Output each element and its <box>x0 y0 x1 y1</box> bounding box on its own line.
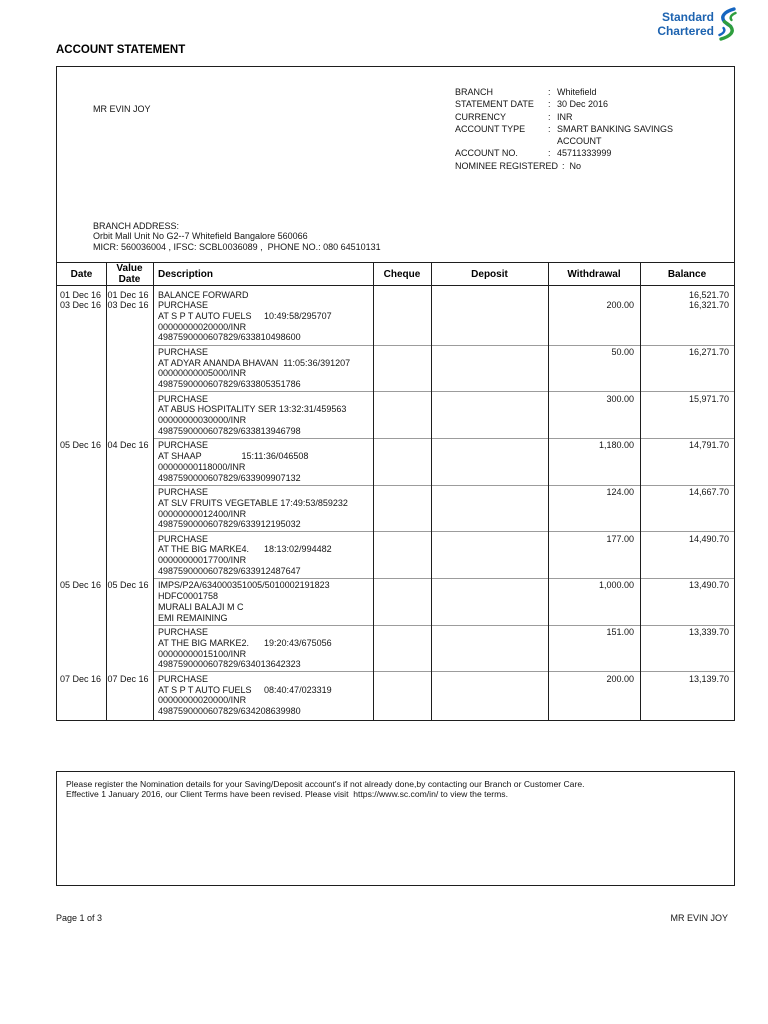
description-column-header: Description <box>158 268 214 280</box>
description-line: 4987590000607829/633805351786 <box>158 379 301 390</box>
withdrawal-cell: 1,180.00 <box>548 438 640 485</box>
description-line: PURCHASE <box>158 300 209 311</box>
statement-date-separator: : <box>548 99 551 110</box>
branch-label: BRANCH <box>455 87 494 97</box>
transaction-row <box>57 625 734 672</box>
description-line: PURCHASE <box>158 347 209 358</box>
withdrawal-cell: 300.00 <box>548 391 640 438</box>
description-line: PURCHASE <box>158 393 209 404</box>
description-line: AT THE BIG MARKE4. 18:13:02/994482 <box>158 544 332 555</box>
cheque-cell <box>373 345 431 392</box>
account-type-value: SMART BANKING SAVINGS ACCOUNT <box>557 123 674 147</box>
branch-address-line: Orbit Mall Unit No G2--7 Whitefield Bangalore 560066 <box>93 231 308 242</box>
withdrawal-cell <box>548 290 640 301</box>
branch-address-heading: BRANCH ADDRESS: <box>93 220 180 231</box>
transaction-row <box>57 345 734 392</box>
description-line: PURCHASE <box>158 533 209 544</box>
description-line: PURCHASE <box>158 440 209 451</box>
notice-nomination-text: Please register the Nomination details for your Saving/Deposit account's if not already done,by contacting our Branch or Customer Care. <box>66 779 585 789</box>
description-line: AT S P T AUTO FUELS 10:49:58/295707 <box>158 311 332 322</box>
withdrawal-cell: 177.00 <box>548 531 640 578</box>
nominee-value: No <box>569 160 582 171</box>
description-cell <box>153 531 373 578</box>
column-divider <box>640 262 641 720</box>
statement-date-row <box>455 98 682 110</box>
transaction-row <box>57 300 734 344</box>
description-line: 4987590000607829/633810498600 <box>158 332 301 343</box>
transaction-table-body <box>57 286 734 718</box>
withdrawal-column-header: Withdrawal <box>567 268 621 280</box>
description-line: 4987590000607829/633912195032 <box>158 519 301 530</box>
cheque-cell <box>373 531 431 578</box>
transaction-table-header <box>57 262 734 286</box>
value-date-cell <box>106 625 153 672</box>
nominee-label: NOMINEE REGISTERED <box>455 160 559 171</box>
value-date-cell <box>106 485 153 532</box>
description-cell <box>153 625 373 672</box>
cheque-cell <box>373 671 431 718</box>
description-cell <box>153 391 373 438</box>
balance-cell: 13,490.70 <box>640 578 734 625</box>
description-line: 4987590000607829/633912487647 <box>158 565 301 576</box>
date-cell: 05 Dec 16 <box>60 580 102 591</box>
description-line: 00000000020000/INR <box>158 695 247 706</box>
balance-cell: 14,490.70 <box>640 531 734 578</box>
withdrawal-cell: 151.00 <box>548 625 640 672</box>
description-cell <box>153 300 373 344</box>
description-line: 4987590000607829/634013642323 <box>158 659 301 670</box>
description-line: 4987590000607829/633909907132 <box>158 472 301 483</box>
column-divider <box>153 262 154 720</box>
branch-address <box>93 221 381 253</box>
date-cell: 03 Dec 16 <box>60 300 102 311</box>
currency-label: CURRENCY <box>455 111 507 122</box>
branch-codes-line: MICR: 560036004 , IFSC: SCBL0036089 , PHONE NO.: 080 64510131 <box>93 241 381 252</box>
account-details <box>455 86 682 172</box>
description-line: 00000000015100/INR <box>158 648 247 659</box>
deposit-cell <box>431 438 548 485</box>
deposit-cell <box>431 290 548 301</box>
brand-name-line2: Chartered <box>657 24 714 38</box>
balance-cell: 14,667.70 <box>640 485 734 532</box>
description-cell <box>153 485 373 532</box>
cheque-cell <box>373 391 431 438</box>
opening-balance-row <box>57 290 734 301</box>
description-line: 4987590000607829/633813946798 <box>158 425 301 436</box>
balance-cell: 15,971.70 <box>640 391 734 438</box>
description-cell <box>153 671 373 718</box>
description-line: MURALI BALAJI M C <box>158 601 244 612</box>
description-line: 00000000030000/INR <box>158 415 247 426</box>
account-type-label: ACCOUNT TYPE <box>455 123 526 134</box>
cheque-cell <box>373 290 431 301</box>
standard-chartered-logo-icon <box>717 7 738 41</box>
description-line: PURCHASE <box>158 627 209 638</box>
withdrawal-cell: 1,000.00 <box>548 578 640 625</box>
description-line: 00000000005000/INR <box>158 368 247 379</box>
notice-box <box>56 771 735 886</box>
description-line: 00000000118000/INR <box>158 461 246 472</box>
description-line: IMPS/P2A/634000351005/5010002191823 <box>158 580 330 591</box>
balance-cell: 16,521.70 <box>688 289 729 300</box>
currency-separator: : <box>548 111 551 122</box>
cheque-cell <box>373 300 431 344</box>
customer-name: MR EVIN JOY <box>93 103 151 114</box>
description-line: PURCHASE <box>158 487 209 498</box>
statement-date-label: STATEMENT DATE <box>455 99 534 110</box>
column-divider <box>106 262 107 720</box>
date-column-header: Date <box>70 268 93 280</box>
withdrawal-cell: 50.00 <box>548 345 640 392</box>
value-date-column-header: Value Date <box>116 263 143 285</box>
cheque-column-header: Cheque <box>383 268 421 280</box>
account-number-row <box>455 147 682 159</box>
currency-row <box>455 111 682 123</box>
branch-separator: : <box>548 87 551 97</box>
transaction-row <box>57 671 734 718</box>
value-date-cell <box>106 345 153 392</box>
balance-cell: 13,339.70 <box>640 625 734 672</box>
account-number-separator: : <box>548 148 551 159</box>
column-divider <box>431 262 432 720</box>
description-line: 4987590000607829/634208639980 <box>158 705 301 716</box>
transaction-row <box>57 578 734 625</box>
branch-value: Whitefield <box>557 87 597 97</box>
withdrawal-cell: 124.00 <box>548 485 640 532</box>
nominee-row <box>455 160 682 172</box>
description-cell: BALANCE FORWARD <box>158 289 249 300</box>
nominee-separator: : <box>562 160 565 171</box>
transaction-row <box>57 485 734 532</box>
date-cell <box>57 531 106 578</box>
statement-title: ACCOUNT STATEMENT <box>56 44 186 56</box>
description-line: AT S P T AUTO FUELS 08:40:47/023319 <box>158 684 332 695</box>
date-cell: 07 Dec 16 <box>60 673 102 684</box>
date-cell: 01 Dec 16 <box>60 289 102 300</box>
deposit-cell <box>431 300 548 344</box>
description-line: 00000000012400/INR <box>158 508 247 519</box>
balance-cell: 14,791.70 <box>640 438 734 485</box>
value-date-cell <box>106 391 153 438</box>
description-line: AT ADYAR ANANDA BHAVAN 11:05:36/391207 <box>158 357 351 368</box>
page-number: Page 1 of 3 <box>56 912 103 923</box>
deposit-cell <box>431 485 548 532</box>
value-date-cell: 01 Dec 16 <box>107 289 149 300</box>
notice-terms-text: Effective 1 January 2016, our Client Terms have been revised. Please visit https://www.sc.com/in/ to view the terms. <box>66 789 508 799</box>
description-line: AT THE BIG MARKE2. 19:20:43/675056 <box>158 637 332 648</box>
description-cell <box>153 438 373 485</box>
description-line: 00000000020000/INR <box>158 321 247 332</box>
column-divider <box>548 262 549 720</box>
deposit-cell <box>431 345 548 392</box>
account-type-separator: : <box>548 123 551 134</box>
withdrawal-cell: 200.00 <box>606 300 634 311</box>
withdrawal-cell: 200.00 <box>548 671 640 718</box>
statement-date-value: 30 Dec 2016 <box>557 99 609 110</box>
balance-cell: 16,321.70 <box>688 300 729 311</box>
value-date-cell: 07 Dec 16 <box>107 673 149 684</box>
balance-cell: 16,271.70 <box>640 345 734 392</box>
cheque-cell <box>373 625 431 672</box>
deposit-cell <box>431 531 548 578</box>
date-cell <box>57 391 106 438</box>
deposit-cell <box>431 625 548 672</box>
account-number-label: ACCOUNT NO. <box>455 148 518 159</box>
currency-value: INR <box>557 111 573 122</box>
transaction-row <box>57 531 734 578</box>
transaction-row <box>57 438 734 485</box>
cheque-cell <box>373 438 431 485</box>
description-cell <box>153 578 373 625</box>
deposit-cell <box>431 391 548 438</box>
deposit-column-header: Deposit <box>471 268 508 280</box>
statement-box <box>56 66 735 721</box>
column-divider <box>373 262 374 720</box>
date-cell <box>57 345 106 392</box>
description-line: AT SLV FRUITS VEGETABLE 17:49:53/859232 <box>158 497 348 508</box>
balance-cell: 13,139.70 <box>640 671 734 718</box>
account-number-value: 45711333999 <box>557 148 612 159</box>
date-cell <box>57 485 106 532</box>
deposit-cell <box>431 578 548 625</box>
account-type-row <box>455 123 682 148</box>
cheque-cell <box>373 578 431 625</box>
value-date-cell: 05 Dec 16 <box>107 580 149 591</box>
value-date-cell: 04 Dec 16 <box>107 440 149 451</box>
footer-customer-name: MR EVIN JOY <box>670 912 728 923</box>
deposit-cell <box>431 671 548 718</box>
description-line: 00000000017700/INR <box>158 555 247 566</box>
brand-name-line1: Standard <box>661 10 714 24</box>
description-line: AT SHAAP 15:11:36/046508 <box>158 451 309 462</box>
branch-row <box>455 86 682 98</box>
description-line: AT ABUS HOSPITALITY SER 13:32:31/459563 <box>158 404 347 415</box>
cheque-cell <box>373 485 431 532</box>
date-cell <box>57 625 106 672</box>
balance-column-header: Balance <box>667 268 707 280</box>
value-date-cell <box>106 531 153 578</box>
description-line: PURCHASE <box>158 673 209 684</box>
description-line: HDFC0001758 <box>158 591 219 602</box>
value-date-cell: 03 Dec 16 <box>107 300 149 311</box>
description-cell <box>153 345 373 392</box>
description-line: EMI REMAINING <box>158 612 228 623</box>
date-cell: 05 Dec 16 <box>60 440 102 451</box>
transaction-row <box>57 391 734 438</box>
